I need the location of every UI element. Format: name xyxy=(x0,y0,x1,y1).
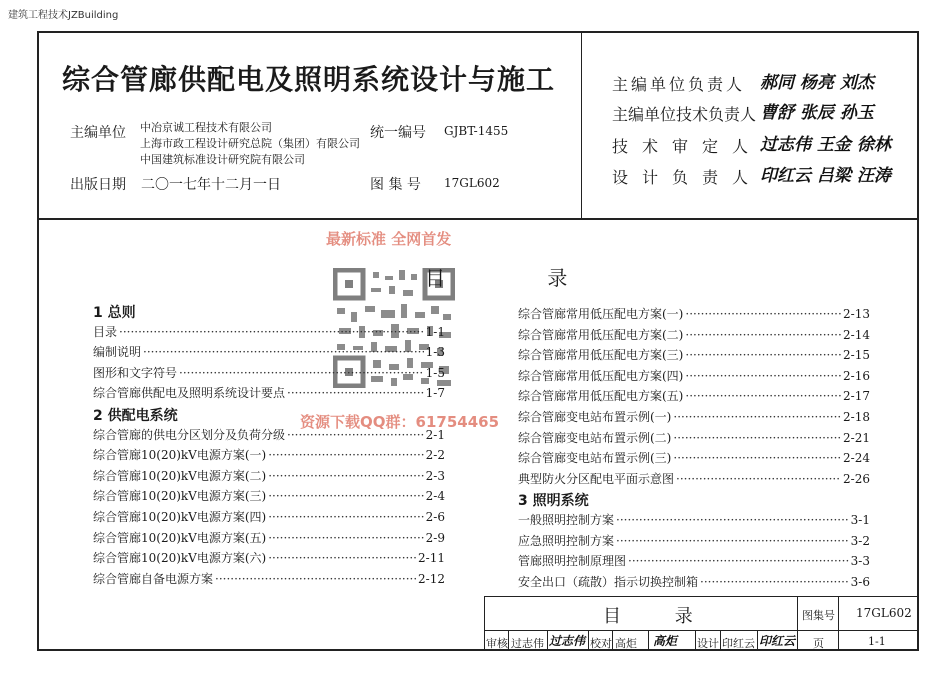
leader-dots xyxy=(287,428,424,442)
entry-title: 一般照明控制方案 xyxy=(518,512,615,527)
title-block-cell-line xyxy=(695,630,696,651)
resp-signature-3: 过志伟 王金 徐林 xyxy=(760,135,891,155)
entry-page: 2-18 xyxy=(843,409,870,424)
toc-entry[interactable] xyxy=(518,573,870,594)
toc-entry[interactable] xyxy=(518,429,870,450)
title-block-title: 目 录 xyxy=(603,606,717,627)
title-block-cell-line xyxy=(757,630,758,651)
leader-dots xyxy=(685,389,841,403)
title-block-vline xyxy=(797,596,798,651)
entry-page: 2-24 xyxy=(843,451,870,466)
title-block-atlas-label: 图集号 xyxy=(802,609,835,622)
toc-entry[interactable] xyxy=(93,426,445,447)
entry-page: 1-1 xyxy=(425,324,445,339)
toc-entry[interactable] xyxy=(93,467,445,488)
toc-entry[interactable] xyxy=(518,305,870,326)
entry-title: 综合管廊变电站布置示例(二) xyxy=(518,430,672,445)
leader-dots xyxy=(268,551,416,565)
watermark-top: 最新标准 全网首发 xyxy=(326,230,452,248)
publish-label: 出版日期 xyxy=(70,177,126,193)
entry-title: 编制说明 xyxy=(93,345,142,360)
toc-entry[interactable] xyxy=(93,446,445,467)
page-number: 1-1 xyxy=(868,635,886,648)
section-title: 1 总则 xyxy=(93,305,136,321)
section-title: 2 供配电系统 xyxy=(93,407,178,424)
toc-entry[interactable] xyxy=(518,511,870,532)
entry-page: 2-11 xyxy=(418,551,445,566)
entry-page: 2-4 xyxy=(425,489,445,504)
entry-page: 2-21 xyxy=(843,430,870,445)
entry-title: 综合管廊常用低压配电方案(三) xyxy=(518,348,684,363)
leader-dots xyxy=(268,448,423,462)
title-block-cell-line xyxy=(720,630,721,651)
title-block-divider xyxy=(484,630,919,631)
entry-title: 综合管廊10(20)kV电源方案(二) xyxy=(93,468,267,483)
resp-signature-4: 印红云 吕梁 汪涛 xyxy=(760,166,891,186)
toc-entry[interactable] xyxy=(93,364,445,385)
entry-page: 2-2 xyxy=(425,448,445,463)
title-block-cell-line xyxy=(612,630,613,651)
leader-dots xyxy=(673,431,841,445)
entry-page: 3-2 xyxy=(850,533,870,548)
reviewer-signature: 过志伟 xyxy=(549,634,586,648)
leader-dots xyxy=(179,366,424,380)
toc-section xyxy=(518,490,870,511)
resp-role-2: 主编单位技术负责人 xyxy=(612,105,757,124)
entry-title: 图形和文字符号 xyxy=(93,365,178,380)
corner-watermark: 建筑工程技术JZBuilding xyxy=(8,10,119,21)
toc-entry[interactable] xyxy=(518,387,870,408)
toc-entry[interactable] xyxy=(93,343,445,364)
entry-page: 3-6 xyxy=(850,574,870,589)
review-label: 审核 xyxy=(486,637,508,650)
editor-org-3: 中国建筑标准设计研究院有限公司 xyxy=(140,153,305,166)
entry-page: 1-7 xyxy=(425,386,445,401)
toc-entry[interactable] xyxy=(518,326,870,347)
resp-role-1: 主编单位负责人 xyxy=(612,75,746,94)
entry-page: 2-13 xyxy=(843,307,870,321)
leader-dots xyxy=(676,472,841,486)
toc-entry[interactable] xyxy=(518,532,870,553)
entry-title: 综合管廊变电站布置示例(三) xyxy=(518,451,672,466)
entry-page: 1-3 xyxy=(425,345,445,360)
entry-title: 综合管廊常用低压配电方案(五) xyxy=(518,389,684,404)
leader-dots xyxy=(268,489,423,503)
watermark-middle: 资源下载QQ群：61754465 xyxy=(300,413,499,431)
entry-title: 综合管廊10(20)kV电源方案(一) xyxy=(93,448,267,463)
entry-title: 综合管廊常用低压配电方案(一) xyxy=(518,307,684,321)
entry-title: 综合管廊常用低压配电方案(二) xyxy=(518,327,684,342)
title-block-cell-line xyxy=(547,630,548,651)
leader-dots xyxy=(215,572,416,586)
toc-entry[interactable] xyxy=(93,570,445,591)
entry-title: 目录 xyxy=(93,324,118,339)
leader-dots xyxy=(287,386,424,400)
toc-heading: 目 录 xyxy=(425,266,616,290)
toc-entry[interactable] xyxy=(93,487,445,508)
section-title: 3 照明系统 xyxy=(518,493,589,510)
checker-name: 高炬 xyxy=(615,637,637,650)
page-label: 页 xyxy=(813,637,824,650)
entry-page: 2-26 xyxy=(843,471,870,486)
editor-label: 主编单位 xyxy=(70,125,126,141)
entry-title: 典型防火分区配电平面示意图 xyxy=(518,471,675,486)
atlas-no: 17GL602 xyxy=(444,176,500,190)
editor-org-2: 上海市政工程设计研究总院（集团）有限公司 xyxy=(140,137,360,150)
design-label: 设计 xyxy=(697,637,719,650)
leader-dots xyxy=(628,554,849,568)
header-divider xyxy=(37,218,919,220)
unified-no: GJBT-1455 xyxy=(444,124,509,138)
entry-page: 2-1 xyxy=(425,427,445,442)
leader-dots xyxy=(268,510,423,524)
reviewer-name: 过志伟 xyxy=(511,637,544,650)
resp-signature-1: 郝同 杨亮 刘杰 xyxy=(760,73,874,93)
toc-entry[interactable] xyxy=(518,552,870,573)
toc-entry[interactable] xyxy=(93,529,445,550)
entry-page: 1-5 xyxy=(425,365,445,380)
entry-title: 综合管廊10(20)kV电源方案(三) xyxy=(93,489,267,504)
toc-section xyxy=(93,405,445,426)
entry-page: 3-1 xyxy=(850,512,870,527)
title-block-cell-line xyxy=(508,630,509,651)
entry-page: 2-14 xyxy=(843,327,870,342)
title-block-vline xyxy=(838,596,839,651)
document-title: 综合管廊供配电及照明系统设计与施工 xyxy=(62,63,556,96)
toc-right-column xyxy=(518,305,870,593)
atlas-no-label: 图 集 号 xyxy=(370,177,421,193)
entry-page: 2-17 xyxy=(843,389,870,404)
unified-no-label: 统一编号 xyxy=(370,125,426,141)
leader-dots xyxy=(268,531,423,545)
publish-date: 二〇一七年十二月一日 xyxy=(141,177,281,193)
leader-dots xyxy=(685,328,841,342)
title-block-cell-line xyxy=(588,630,589,651)
leader-dots xyxy=(119,325,424,339)
leader-dots xyxy=(143,345,424,359)
leader-dots xyxy=(700,575,849,589)
toc-entry[interactable] xyxy=(93,508,445,529)
resp-role-3: 技术审定人 xyxy=(612,137,763,156)
entry-page: 2-16 xyxy=(843,368,870,383)
leader-dots xyxy=(673,410,841,424)
leader-dots xyxy=(685,348,841,362)
toc-left-column xyxy=(93,302,445,590)
toc-entry[interactable] xyxy=(518,449,870,470)
entry-page: 2-12 xyxy=(418,571,445,586)
entry-title: 综合管廊变电站布置示例(一) xyxy=(518,409,672,424)
entry-page: 3-3 xyxy=(850,554,870,569)
leader-dots xyxy=(268,469,423,483)
entry-title: 综合管廊10(20)kV电源方案(四) xyxy=(93,509,267,524)
entry-page: 2-3 xyxy=(425,468,445,483)
entry-title: 综合管廊10(20)kV电源方案(六) xyxy=(93,551,267,566)
entry-page: 2-6 xyxy=(425,509,445,524)
toc-entry[interactable] xyxy=(518,470,870,491)
leader-dots xyxy=(616,513,849,527)
resp-role-4: 设计负责人 xyxy=(612,168,763,187)
entry-page: 2-9 xyxy=(425,530,445,545)
title-block-cell-line xyxy=(648,630,649,651)
toc-entry[interactable] xyxy=(518,367,870,388)
resp-signature-2: 曹舒 张辰 孙玉 xyxy=(760,103,874,123)
entry-title: 综合管廊自备电源方案 xyxy=(93,571,214,586)
entry-title: 综合管廊的供电分区划分及负荷分级 xyxy=(93,427,286,442)
checker-signature: 高炬 xyxy=(653,634,678,648)
designer-name: 印红云 xyxy=(722,637,755,650)
title-block-atlas-no: 17GL602 xyxy=(856,606,912,620)
entry-title: 综合管廊10(20)kV电源方案(五) xyxy=(93,530,267,545)
toc-section xyxy=(93,302,445,323)
toc-entry[interactable] xyxy=(93,549,445,570)
header-vertical-divider xyxy=(581,31,582,219)
editor-org-1: 中冶京诚工程技术有限公司 xyxy=(140,121,272,134)
leader-dots xyxy=(616,534,849,548)
leader-dots xyxy=(673,451,841,465)
entry-title: 安全出口（疏散）指示切换控制箱 xyxy=(518,574,699,589)
leader-dots xyxy=(685,369,841,383)
toc-entry[interactable] xyxy=(518,408,870,429)
toc-entry[interactable] xyxy=(93,323,445,344)
leader-dots xyxy=(685,307,841,321)
entry-title: 综合管廊常用低压配电方案(四) xyxy=(518,368,684,383)
entry-title: 应急照明控制方案 xyxy=(518,533,615,548)
entry-page: 2-15 xyxy=(843,348,870,363)
entry-title: 综合管廊供配电及照明系统设计要点 xyxy=(93,386,286,401)
check-label: 校对 xyxy=(590,637,612,650)
toc-entry[interactable] xyxy=(518,346,870,367)
toc-entry[interactable] xyxy=(93,384,445,405)
entry-title: 管廊照明控制原理图 xyxy=(518,554,627,569)
designer-signature: 印红云 xyxy=(759,634,796,648)
